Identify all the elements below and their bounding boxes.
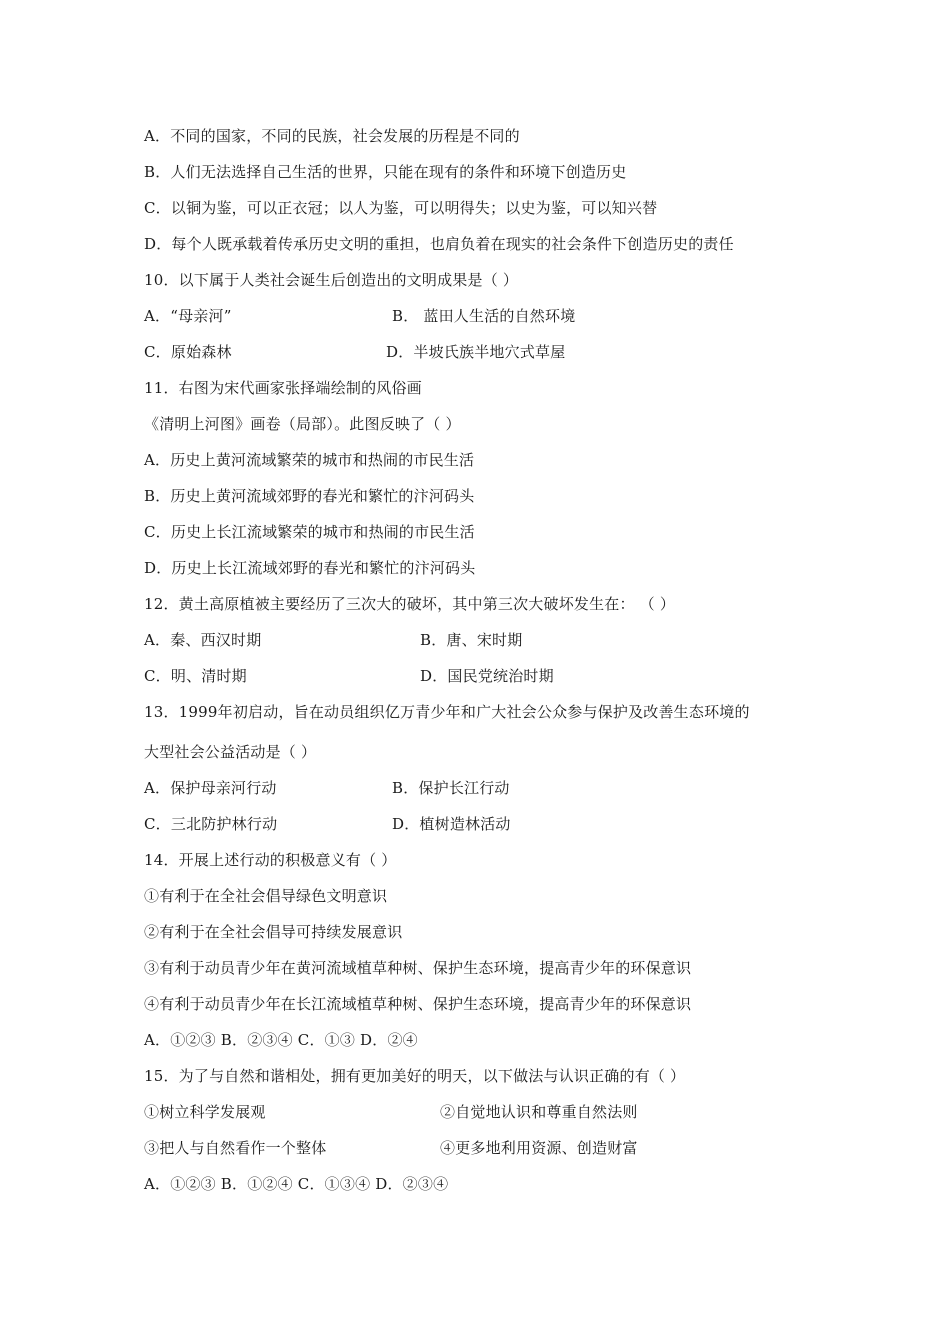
q12-stem: 12．黄土高原植被主要经历了三次大的破坏，其中第三次大破坏发生在： （ ） [144,595,676,613]
q11-option-b: B．历史上黄河流域郊野的春光和繁忙的汴河码头 [144,487,475,505]
q11-stem-line1: 11．右图为宋代画家张择端绘制的风俗画 [144,379,422,397]
q13-option-a: A．保护母亲河行动 [144,779,277,797]
q12-option-d: D．国民党统治时期 [420,667,554,685]
q15-statement-3: ③把人与自然看作一个整体 [144,1139,327,1157]
q14-options: A．①②③ B．②③④ C．①③ D．②④ [144,1031,418,1049]
q14-statement-1: ①有利于在全社会倡导绿色文明意识 [144,887,388,905]
q14-stem: 14．开展上述行动的积极意义有（ ） [144,851,397,869]
q9-option-b: B．人们无法选择自己生活的世界，只能在现有的条件和环境下创造历史 [144,163,627,181]
q13-stem-line1: 13．1999年初启动，旨在动员组织亿万青少年和广大社会公众参与保护及改善生态环境的 [144,703,750,721]
q9-option-c: C．以铜为鉴，可以正衣冠；以人为鉴，可以明得失；以史为鉴，可以知兴替 [144,199,658,217]
q12-option-a: A．秦、西汉时期 [144,631,262,649]
q10-stem: 10．以下属于人类社会诞生后创造出的文明成果是（ ） [144,271,519,289]
q14-statement-3: ③有利于动员青少年在黄河流域植草种树、保护生态环境，提高青少年的环保意识 [144,959,692,977]
q15-statement-4: ④更多地利用资源、创造财富 [440,1139,638,1157]
q15-statement-1: ①树立科学发展观 [144,1103,266,1121]
q10-option-b: B． 蓝田人生活的自然环境 [392,307,576,325]
q12-option-b: B．唐、宋时期 [420,631,523,649]
q13-option-c: C．三北防护林行动 [144,815,278,833]
q13-option-d: D．植树造林活动 [392,815,511,833]
q11-option-d: D．历史上长江流域郊野的春光和繁忙的汴河码头 [144,559,476,577]
q13-option-b: B．保护长江行动 [392,779,510,797]
q15-stem: 15．为了与自然和谐相处，拥有更加美好的明天，以下做法与认识正确的有（ ） [144,1067,686,1085]
q10-option-d: D．半坡氏族半地穴式草屋 [386,343,566,361]
q14-statement-2: ②有利于在全社会倡导可持续发展意识 [144,923,403,941]
q9-option-a: A．不同的国家，不同的民族，社会发展的历程是不同的 [144,127,520,145]
q14-statement-4: ④有利于动员青少年在长江流域植草种树、保护生态环境，提高青少年的环保意识 [144,995,692,1013]
q11-stem-line2: 《清明上河图》画卷（局部）。此图反映了（ ） [144,415,461,433]
q11-option-c: C．历史上长江流域繁荣的城市和热闹的市民生活 [144,523,475,541]
q10-option-c: C．原始森林 [144,343,232,361]
q13-stem-line2: 大型社会公益活动是（ ） [144,743,317,761]
q11-option-a: A．历史上黄河流域繁荣的城市和热闹的市民生活 [144,451,475,469]
q15-statement-2: ②自觉地认识和尊重自然法则 [440,1103,638,1121]
q9-option-d: D．每个人既承载着传承历史文明的重担，也肩负着在现实的社会条件下创造历史的责任 [144,235,734,253]
q15-options: A．①②③ B．①②④ C．①③④ D．②③④ [144,1175,449,1193]
q10-option-a: A．“母亲河” [144,307,232,325]
q12-option-c: C．明、清时期 [144,667,247,685]
